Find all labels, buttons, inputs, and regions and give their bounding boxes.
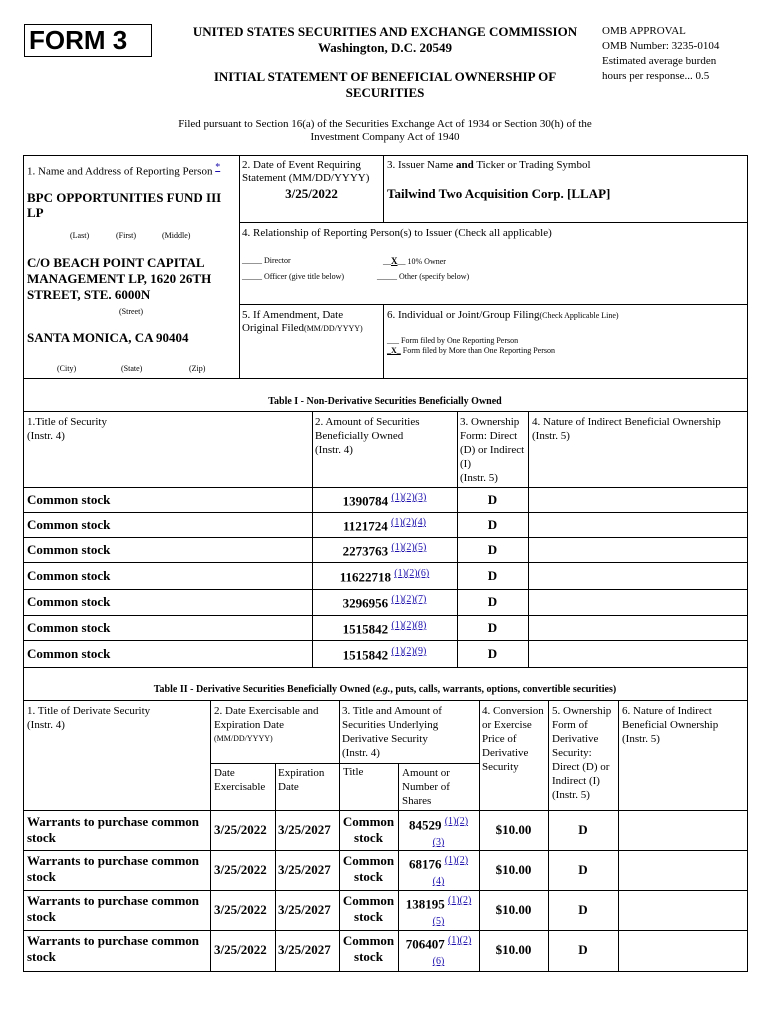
omb-number: OMB Number: 3235-0104: [602, 40, 720, 52]
t2-c2-l1: 2. Date Exercisable and: [214, 705, 319, 717]
city-state-zip: SANTA MONICA, CA 90404: [27, 330, 189, 345]
t1-col1-l2: (Instr. 4): [27, 430, 65, 442]
t1-row-5-footnote[interactable]: (1)(2)(8): [391, 620, 427, 631]
omb-box: [602, 24, 762, 84]
t1-col4-l2: (Instr. 5): [532, 430, 570, 442]
t2-row-2-amount-value: 138195: [405, 896, 445, 912]
t1-row-6-amount: [312, 646, 457, 663]
t1-row-3-amount: [312, 568, 457, 585]
box4-label: 4. Relationship of Reporting Person(s) to Issuer (Check all applicable): [242, 227, 552, 239]
t2-row-0-fn2[interactable]: (3): [432, 837, 445, 849]
form-label-box: [24, 24, 152, 57]
t1-row-0-title: Common stock: [27, 492, 111, 507]
ten-percent-owner-checkbox[interactable]: [383, 256, 446, 266]
t1-row-6-footnote[interactable]: (1)(2)(9): [391, 646, 427, 657]
t2-c5-l1: 5. Ownership: [552, 705, 612, 717]
t2-row-0-sec-title-l1: Common: [342, 814, 395, 829]
street-caption: (Street): [119, 307, 143, 316]
t2-c5-header: [552, 704, 611, 802]
t2-c6-l3: (Instr. 5): [622, 733, 660, 745]
t2-row-0-date-exercisable: 3/25/2022: [214, 822, 267, 837]
t2-c4-header: [482, 704, 544, 774]
t1-row-1-amount-value: 1121724: [342, 518, 388, 534]
more-person-x: _X_: [387, 346, 401, 355]
t1-col4-header: [532, 415, 721, 443]
t1-col3-l1: 3. Ownership: [460, 416, 520, 428]
t2-c3-sub1: Title: [343, 766, 364, 778]
t2-row-2-amount: [398, 893, 479, 930]
t2-row-3-fn1[interactable]: (1)(2): [447, 935, 472, 946]
t2-c2-sub2: [278, 766, 324, 794]
ten-pct-pre: __: [383, 257, 391, 266]
t1-col4-l1: 4. Nature of Indirect Beneficial Ownership: [532, 416, 721, 428]
form-title-line1: INITIAL STATEMENT OF BENEFICIAL OWNERSHIP OF: [213, 69, 557, 84]
t1-row-6-title: Common stock: [27, 646, 111, 661]
t2-row-1-title: [27, 853, 199, 885]
t1-row-1-amount: [312, 517, 457, 534]
t2-c2-l3: (MM/DD/YYYY): [214, 734, 273, 743]
t1-row-5-amount-value: 1515842: [342, 621, 389, 637]
t2-c5-l2: Form of: [552, 719, 588, 731]
more-person-checkbox[interactable]: [387, 346, 555, 355]
form-label: FORM 3: [29, 25, 128, 55]
city-caption: (City): [57, 364, 77, 373]
t2-c3-l3: Derivative Security: [342, 733, 428, 745]
t2-row-2-title-l2: stock: [27, 909, 56, 924]
t1-row-1-form: D: [487, 517, 498, 532]
t1-row-3-footnote[interactable]: (1)(2)(6): [394, 568, 430, 579]
officer-checkbox[interactable]: _____ Officer (give title below): [242, 272, 345, 281]
t2-row-3-price: $10.00: [495, 942, 532, 957]
t2-row-2-fn2[interactable]: (5): [432, 916, 445, 928]
other-checkbox[interactable]: _____ Other (specify below): [377, 272, 470, 281]
t1-col2-l3: (Instr. 4): [315, 444, 353, 456]
first-caption: (First): [116, 231, 136, 240]
t2-row-2-sec-title-l1: Common: [342, 893, 395, 908]
t2-c3-l4: (Instr. 4): [342, 747, 380, 759]
t2-c2-sub2-l1: Expiration: [278, 767, 325, 779]
t1-col2-l1: 2. Amount of Securities: [315, 416, 420, 428]
t2-c3-header: [342, 704, 442, 760]
filed-pursuant-1: Filed pursuant to Section 16(a) of the Securities Exchange Act of 1934 or Section 30(h) of the: [178, 118, 592, 130]
t2-c6-l1: 6. Nature of Indirect: [622, 705, 712, 717]
t2-row-3-amount-value: 706407: [405, 936, 445, 952]
t2-row-0-form: D: [578, 822, 588, 837]
t2-row-0-sec-title: [339, 814, 398, 846]
issuer-name: Tailwind Two Acquisition Corp. [LLAP]: [387, 186, 611, 201]
t2-row-1-amount: [398, 853, 479, 890]
event-date: 3/25/2022: [285, 186, 338, 201]
t2-row-0-amount: [398, 814, 479, 851]
t2-c5-l5: Direct (D) or: [552, 761, 610, 773]
t2-row-0-expiration: 3/25/2027: [278, 822, 331, 837]
t2-c6-l2: Beneficial Ownership: [622, 719, 719, 731]
t2-c2-header: [214, 704, 318, 746]
t2-row-3-sec-title-l1: Common: [342, 933, 395, 948]
t2-row-2-title-l1: Warrants to purchase common: [27, 893, 200, 908]
t2-row-0-fn1[interactable]: (1)(2): [444, 816, 469, 827]
box6-label-b: (Check Applicable Line): [539, 311, 619, 320]
t2-row-2-sec-title: [339, 893, 398, 925]
box3-label-pre: 3. Issuer Name: [387, 159, 457, 171]
box2-label-1: 2. Date of Event Requiring: [242, 159, 361, 171]
address-line-1: C/O BEACH POINT CAPITAL: [27, 255, 205, 270]
t1-row-6-form: D: [487, 646, 498, 661]
omb-approval: OMB APPROVAL: [602, 25, 686, 37]
t2-c2-sub1-l1: Date: [214, 767, 235, 779]
t2-title-post: , puts, calls, warrants, options, convertible securities): [390, 684, 617, 695]
ten-pct-post: __ 10% Owner: [397, 257, 446, 266]
table2-title: [23, 684, 747, 695]
t2-c5-l4: Security:: [552, 747, 592, 759]
t1-row-2-amount-value: 2273763: [342, 543, 389, 559]
t2-c2-sub1-l2: Exercisable: [214, 781, 266, 793]
address-line-2: MANAGEMENT LP, 1620 26TH: [27, 271, 212, 286]
t2-c3-sub2-l1: Amount or: [402, 767, 450, 779]
t2-c3-l1: 3. Title and Amount of: [342, 705, 442, 717]
t1-row-2-title: Common stock: [27, 542, 111, 557]
t2-row-0-title-l1: Warrants to purchase common: [27, 814, 200, 829]
t1-row-1-title: Common stock: [27, 517, 111, 532]
box3-label: [387, 159, 591, 171]
t1-col1-l1: 1.Title of Security: [27, 416, 107, 428]
t2-row-3-amount: [398, 933, 479, 970]
box5-label-2a: Original Filed: [242, 322, 305, 334]
t2-row-0-amount-value: 84529: [408, 817, 442, 833]
t2-c1-l1: 1. Title of Derivate Security: [27, 705, 151, 717]
t2-c1-l2: (Instr. 4): [27, 719, 65, 731]
t2-row-2-title: [27, 893, 199, 925]
state-caption: (State): [121, 364, 143, 373]
t2-row-1-price: $10.00: [495, 862, 532, 877]
t2-c6-header: [622, 704, 718, 746]
t2-c3-sub2-l2: Number of: [402, 781, 450, 793]
t2-row-0-sec-title-l2: stock: [354, 830, 383, 845]
reporting-person-name-1: BPC OPPORTUNITIES FUND III: [27, 190, 222, 205]
t1-row-3-title: Common stock: [27, 568, 111, 583]
t2-c1-header: [27, 704, 150, 732]
t2-row-1-amount-value: 68176: [408, 856, 442, 872]
box2-label-2: Statement (MM/DD/YYYY): [242, 172, 370, 184]
t1-row-5-form: D: [487, 620, 498, 635]
t2-row-3-form: D: [578, 942, 588, 957]
t1-col3-header: [460, 415, 524, 485]
t2-c5-l6: Indirect (I): [552, 775, 600, 787]
t1-row-0-footnote[interactable]: (1)(2)(3): [391, 492, 427, 503]
reporting-person-name-2: LP: [27, 205, 44, 220]
box5-label-2b: (MM/DD/YYYY): [304, 324, 363, 333]
t1-col2-l2: Beneficially Owned: [315, 430, 404, 442]
t1-col1-header: [27, 415, 107, 443]
t2-c3-l2: Securities Underlying: [342, 719, 439, 731]
table1-title: Table I - Non-Derivative Securities Beneficially Owned: [268, 396, 502, 407]
agency-location: Washington, D.C. 20549: [318, 40, 452, 55]
box1-footnote-link[interactable]: *: [215, 162, 221, 173]
t2-c4-l3: Price of: [482, 733, 517, 745]
box3-label-and: and: [456, 159, 474, 171]
t1-row-2-footnote[interactable]: (1)(2)(5): [391, 542, 427, 553]
zip-caption: (Zip): [189, 364, 206, 373]
t2-c4-l5: Security: [482, 761, 519, 773]
t1-row-2-amount: [312, 542, 457, 559]
t1-col3-l4: (I): [460, 458, 471, 470]
box1-label: [27, 162, 220, 178]
t2-row-2-sec-title-l2: stock: [354, 909, 383, 924]
t1-col3-l5: (Instr. 5): [460, 472, 498, 484]
box5-label-1: 5. If Amendment, Date: [242, 309, 344, 321]
omb-burden-1: Estimated average burden: [602, 55, 717, 67]
omb-burden-2: hours per response... 0.5: [602, 70, 710, 82]
t2-title-eg: e.g.: [375, 684, 391, 695]
t2-c2-sub2-l2: Date: [278, 781, 299, 793]
t1-col3-l2: Form: Direct: [460, 430, 518, 442]
more-person-text: Form filed by More than One Reporting Person: [400, 346, 555, 355]
t1-row-3-amount-value: 11622718: [339, 569, 392, 585]
t2-row-1-fn1[interactable]: (1)(2): [444, 855, 469, 866]
t2-row-1-title-l2: stock: [27, 869, 56, 884]
t2-row-2-expiration: 3/25/2027: [278, 902, 331, 917]
t1-row-4-amount-value: 3296956: [342, 595, 389, 611]
t2-row-3-title-l2: stock: [27, 949, 56, 964]
t2-row-1-sec-title-l1: Common: [342, 853, 395, 868]
t2-row-0-title: [27, 814, 199, 846]
t1-row-0-amount: [312, 492, 457, 509]
t1-row-2-form: D: [487, 542, 498, 557]
t2-row-1-title-l1: Warrants to purchase common: [27, 853, 200, 868]
t2-c4-l4: Derivative: [482, 747, 529, 759]
t2-c3-sub2-l3: Shares: [402, 795, 432, 807]
t2-c5-l7: (Instr. 5): [552, 789, 590, 801]
t2-row-3-sec-title-l2: stock: [354, 949, 383, 964]
t2-row-2-fn1[interactable]: (1)(2): [447, 895, 472, 906]
director-checkbox[interactable]: _____ Director: [242, 256, 291, 265]
t2-row-1-sec-title: [339, 853, 398, 885]
t1-row-3-form: D: [487, 568, 498, 583]
t1-col2-header: [315, 415, 420, 457]
t2-row-0-title-l2: stock: [27, 830, 56, 845]
t2-row-1-sec-title-l2: stock: [354, 869, 383, 884]
box6-label-a: 6. Individual or Joint/Group Filing: [387, 309, 540, 321]
box3-label-post: Ticker or Trading Symbol: [473, 159, 591, 171]
box5-label-2: [242, 322, 363, 334]
t2-row-3-title-l1: Warrants to purchase common: [27, 933, 200, 948]
box6-label: [387, 309, 619, 321]
t2-row-3-sec-title: [339, 933, 398, 965]
t1-row-5-amount: [312, 620, 457, 637]
ten-pct-x: X: [391, 256, 398, 266]
t2-row-3-expiration: 3/25/2027: [278, 942, 331, 957]
t2-c5-l3: Derivative: [552, 733, 599, 745]
t2-c4-l1: 4. Conversion: [482, 705, 544, 717]
t1-row-4-footnote[interactable]: (1)(2)(7): [391, 594, 427, 605]
t2-row-3-title: [27, 933, 199, 965]
t1-row-6-amount-value: 1515842: [342, 647, 389, 663]
t2-row-0-price: $10.00: [495, 822, 532, 837]
t1-row-1-footnote[interactable]: (1)(2)(4): [391, 517, 427, 528]
address-line-3: STREET, STE. 6000N: [27, 287, 151, 302]
t1-row-0-amount-value: 1390784: [342, 493, 389, 509]
t1-row-5-title: Common stock: [27, 620, 111, 635]
t1-row-0-form: D: [487, 492, 498, 507]
t2-row-1-form: D: [578, 862, 588, 877]
t2-c2-sub1: [214, 766, 265, 794]
t1-row-4-title: Common stock: [27, 594, 111, 609]
filed-pursuant-2: Investment Company Act of 1940: [310, 131, 460, 143]
agency-name: UNITED STATES SECURITIES AND EXCHANGE COMMISSION: [192, 24, 578, 39]
t1-row-4-amount: [312, 594, 457, 611]
t2-c4-l2: or Exercise: [482, 719, 532, 731]
t2-row-1-date-exercisable: 3/25/2022: [214, 862, 267, 877]
t2-title-pre: Table II - Derivative Securities Beneficially Owned (: [153, 684, 376, 695]
box1-label-text: 1. Name and Address of Reporting Person: [27, 165, 213, 178]
last-caption: (Last): [70, 231, 90, 240]
t2-row-3-fn2[interactable]: (6): [432, 956, 445, 968]
t2-row-1-fn2[interactable]: (4): [432, 876, 445, 888]
t2-row-2-form: D: [578, 902, 588, 917]
t2-c3-sub2: [402, 766, 450, 808]
t2-row-1-expiration: 3/25/2027: [278, 862, 331, 877]
t2-c2-l2: Expiration Date: [214, 719, 284, 731]
t1-row-4-form: D: [487, 594, 498, 609]
form-title-line2: SECURITIES: [345, 85, 425, 100]
t1-col3-l3: (D) or Indirect: [460, 444, 525, 456]
t2-row-3-date-exercisable: 3/25/2022: [214, 942, 267, 957]
t2-row-2-date-exercisable: 3/25/2022: [214, 902, 267, 917]
middle-caption: (Middle): [162, 231, 191, 240]
one-person-checkbox[interactable]: ___ Form filed by One Reporting Person: [387, 336, 519, 345]
t2-row-2-price: $10.00: [495, 902, 532, 917]
